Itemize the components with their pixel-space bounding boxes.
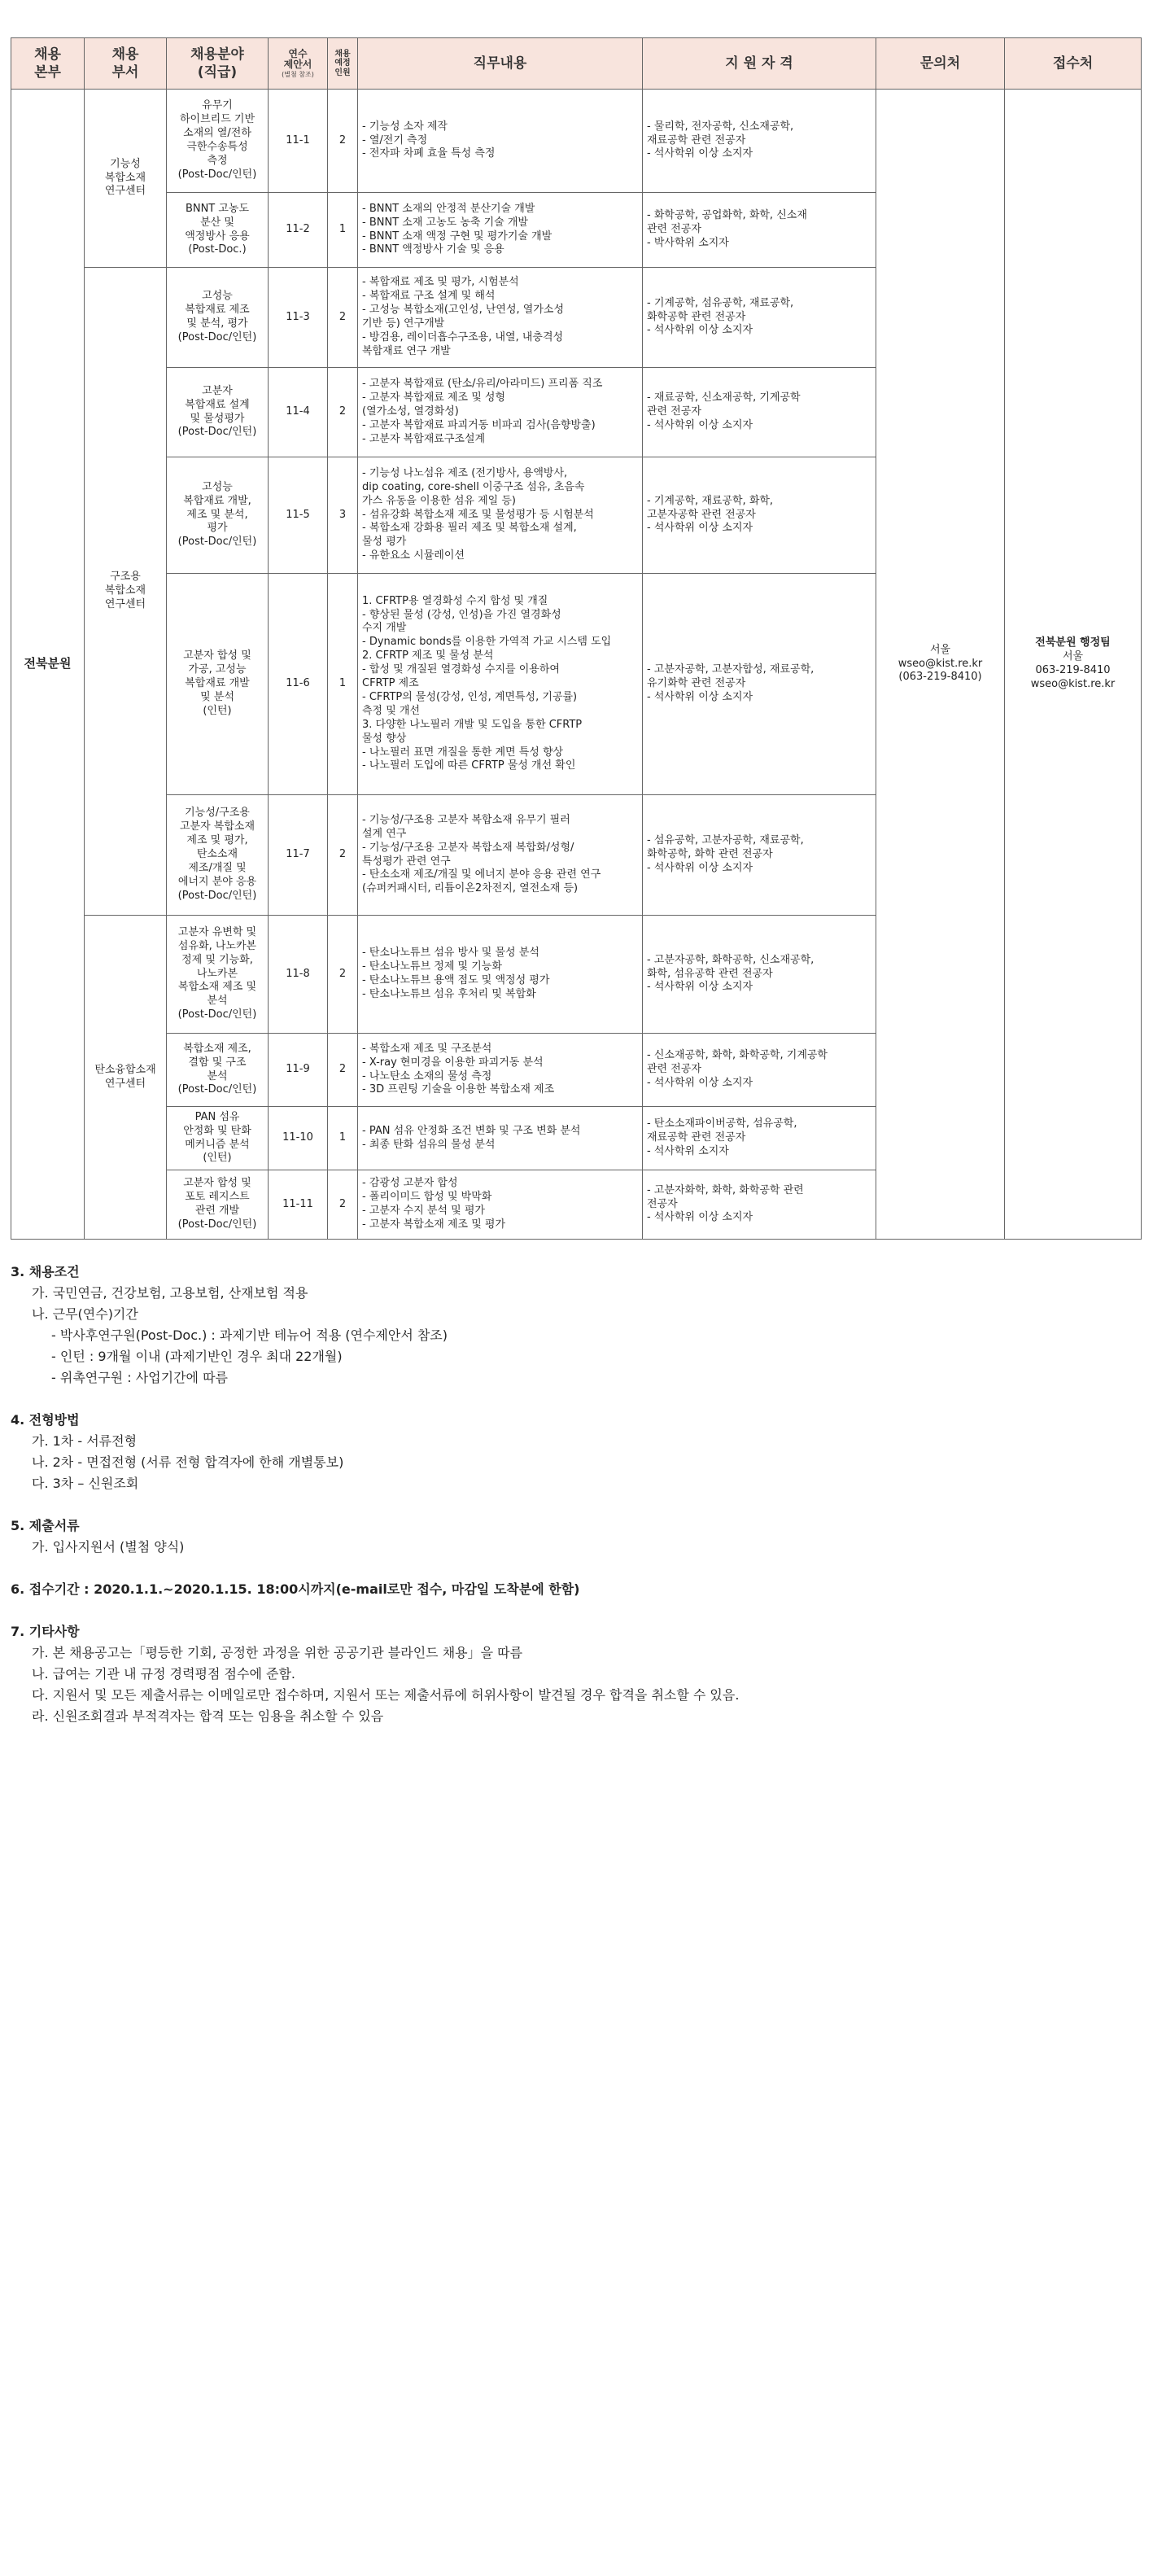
header-department: 채용 부서 xyxy=(85,38,167,90)
field-cell: 고분자 복합재료 설계 및 물성평가 (Post-Doc/인턴) xyxy=(167,368,269,457)
note-item: 나. 급여는 기관 내 규정 경력평점 점수에 준함. xyxy=(32,1666,295,1682)
header-proposal-note: (별첨 참조) xyxy=(282,71,314,79)
headcount-cell: 2 xyxy=(328,916,358,1034)
table-row xyxy=(11,90,1142,193)
note-item: 다. 3차 – 신원조회 xyxy=(32,1476,139,1491)
proposal-code: 11-11 xyxy=(269,1170,328,1240)
duties-cell: - 복합재료 제조 및 평가, 시험분석 - 복합재료 구조 설계 및 해석 - 고성능 복합소재(고인성, 난연성, 열가소성 기반 등) 연구개발 - 방검용, 레이더흡수구조용, 내열, 내충격성 복합재료 연구 개발 xyxy=(358,268,643,368)
duties-cell: 1. CFRTP용 열경화성 수지 합성 및 개질 - 향상된 물성 (강성, 인성)을 가진 열경화성 수지 개발 - Dynamic bonds를 이용한 가역적 가교 시스템 도입 2. CFRTP 제조 및 물성 분석 - 합성 및 개질된 열경화성 수지를 이용하여 CFRTP 제조 - CFRTP의 물성(강성, 인성, 계면특성, 기공률) 측정 및 개선 3. 다양한 나노필러 개발 및 도입을 통한 CFRTP 물성 향상 - 나노필러 표면 개질을 통한 계면 특성 향상 - 나노필러 도입에 따른 CFRTP 물성 개선 확인 xyxy=(358,574,643,795)
section-title: 5. 제출서류 xyxy=(11,1518,80,1533)
duties-cell: - 탄소나노튜브 섬유 방사 및 물성 분석 - 탄소나노튜브 정제 및 기능화 - 탄소나노튜브 용액 점도 및 액정성 평가 - 탄소나노튜브 섬유 후처리 및 복합화 xyxy=(358,916,643,1034)
duties-cell: - 기능성 소자 제작 - 열/전기 측정 - 전자파 차폐 효율 특성 측정 xyxy=(358,90,643,193)
qualifications-cell: - 신소재공학, 화학, 화학공학, 기계공학 관련 전공자 - 석사학위 이상 소지자 xyxy=(643,1034,876,1107)
proposal-code: 11-6 xyxy=(269,574,328,795)
header-division: 채용 본부 xyxy=(11,38,85,90)
section-conditions xyxy=(11,1262,1133,1389)
note-item: 다. 지원서 및 모든 제출서류는 이메일로만 접수하며, 지원서 또는 제출서류에 허위사항이 발견될 경우 합격을 취소할 수 있음. xyxy=(32,1687,740,1703)
qualifications-cell: - 화학공학, 공업화학, 화학, 신소재 관련 전공자 - 박사학위 소지자 xyxy=(643,193,876,268)
headcount-cell: 2 xyxy=(328,1034,358,1107)
duties-cell: - 기능성/구조용 고분자 복합소재 유무기 필러 설계 연구 - 기능성/구조용 고분자 복합소재 복합화/성형/ 특성평가 관련 연구 - 탄소소재 제조/개질 및 에너지 분야 응용 관련 연구 (슈퍼커패시터, 리튬이온2차전지, 열전소재 등) xyxy=(358,795,643,916)
duties-cell: - BNNT 소재의 안정적 분산기술 개발 - BNNT 소재 고농도 농축 기술 개발 - BNNT 소재 액정 구현 및 평가기술 개발 - BNNT 액정방사 기술 및 응용 xyxy=(358,193,643,268)
reception-title: 전북분원 행정팀 xyxy=(1035,636,1111,649)
headcount-cell: 1 xyxy=(328,1107,358,1170)
table-header-row xyxy=(11,38,1142,90)
headcount-cell: 1 xyxy=(328,193,358,268)
department-cell: 구조용 복합소재 연구센터 xyxy=(85,268,167,916)
qualifications-cell: - 고분자공학, 고분자합성, 재료공학, 유기화학 관련 전공자 - 석사학위 이상 소지자 xyxy=(643,574,876,795)
header-proposal xyxy=(269,38,328,90)
field-cell: 기능성/구조용 고분자 복합소재 제조 및 평가, 탄소소재 제조/개질 및 에너지 분야 응용 (Post-Doc/인턴) xyxy=(167,795,269,916)
field-cell: 고성능 복합재료 제조 및 분석, 평가 (Post-Doc/인턴) xyxy=(167,268,269,368)
note-item: 나. 근무(연수)기간 xyxy=(32,1306,138,1322)
header-inquiry: 문의처 xyxy=(876,38,1005,90)
headcount-cell: 2 xyxy=(328,368,358,457)
qualifications-cell: - 고분자공학, 화학공학, 신소재공학, 화학, 섬유공학 관련 전공자 - 석사학위 이상 소지자 xyxy=(643,916,876,1034)
qualifications-cell: - 재료공학, 신소재공학, 기계공학 관련 전공자 - 석사학위 이상 소지자 xyxy=(643,368,876,457)
section-documents xyxy=(11,1515,1133,1558)
header-headcount: 채용 예정 인원 xyxy=(328,38,358,90)
headcount-cell: 2 xyxy=(328,1170,358,1240)
reception-cell xyxy=(1005,90,1142,1240)
headcount-cell: 2 xyxy=(328,90,358,193)
qualifications-cell: - 기계공학, 재료공학, 화학, 고분자공학 관련 전공자 - 석사학위 이상 소지자 xyxy=(643,457,876,574)
proposal-code: 11-8 xyxy=(269,916,328,1034)
notes-section xyxy=(11,1262,1133,1748)
field-cell: 유무기 하이브리드 기반 소재의 열/전하 극한수송특성 측정 (Post-Doc/인턴) xyxy=(167,90,269,193)
headcount-cell: 2 xyxy=(328,268,358,368)
recruitment-table xyxy=(11,37,1142,1240)
duties-cell: - 기능성 나노섬유 제조 (전기방사, 용액방사, dip coating, core-shell 이중구조 섬유, 초음속 가스 유동을 이용한 섬유 제일 등) - 섬유강화 복합소재 제조 및 물성평가 등 시험분석 - 복합소재 강화용 필러 제조 및 복합소재 설계, 물성 평가 - 유한요소 시뮬레이션 xyxy=(358,457,643,574)
proposal-code: 11-7 xyxy=(269,795,328,916)
proposal-code: 11-5 xyxy=(269,457,328,574)
header-field: 채용분야 (직급) xyxy=(167,38,269,90)
proposal-code: 11-9 xyxy=(269,1034,328,1107)
header-duties: 직무내용 xyxy=(358,38,643,90)
note-item: 가. 입사지원서 (별첨 양식) xyxy=(32,1539,185,1555)
proposal-code: 11-1 xyxy=(269,90,328,193)
note-subitem: - 인턴 : 9개월 이내 (과제기반인 경우 최대 22개월) xyxy=(51,1349,343,1364)
header-reception: 접수처 xyxy=(1005,38,1142,90)
headcount-cell: 2 xyxy=(328,795,358,916)
section-title: 3. 채용조건 xyxy=(11,1264,80,1279)
proposal-code: 11-3 xyxy=(269,268,328,368)
division-cell: 전북분원 xyxy=(11,90,85,1240)
note-subitem: - 위촉연구원 : 사업기간에 따름 xyxy=(51,1370,228,1385)
department-cell: 탄소융합소재 연구센터 xyxy=(85,916,167,1240)
qualifications-cell: - 섬유공학, 고분자공학, 재료공학, 화학공학, 화학 관련 전공자 - 석사학위 이상 소지자 xyxy=(643,795,876,916)
section-period xyxy=(11,1579,1133,1600)
proposal-code: 11-2 xyxy=(269,193,328,268)
field-cell: PAN 섬유 안정화 및 탄화 메커니즘 분석 (인턴) xyxy=(167,1107,269,1170)
duties-cell: - 복합소재 제조 및 구조분석 - X-ray 현미경을 이용한 파괴거동 분석 - 나노탄소 소재의 물성 측정 - 3D 프린팅 기술을 이용한 복합소재 제조 xyxy=(358,1034,643,1107)
duties-cell: - 고분자 복합재료 (탄소/유리/아라미드) 프리폼 직조 - 고분자 복합재료 제조 및 성형 (열가소성, 열경화성) - 고분자 복합재료 파괴거동 비파괴 검사(음향방출) - 고분자 복합재료구조설계 xyxy=(358,368,643,457)
reception-detail: 서울 063-219-8410 wseo@kist.re.kr xyxy=(1030,650,1116,690)
note-item: 가. 국민연금, 건강보험, 고용보험, 산재보험 적용 xyxy=(32,1285,308,1301)
note-subitem: - 박사후연구원(Post-Doc.) : 과제기반 테뉴어 적용 (연수제안서 참조) xyxy=(51,1327,448,1343)
qualifications-cell: - 기계공학, 섬유공학, 재료공학, 화학공학 관련 전공자 - 석사학위 이상 소지자 xyxy=(643,268,876,368)
inquiry-cell: 서울 wseo@kist.re.kr (063-219-8410) xyxy=(876,90,1005,1240)
section-title: 4. 전형방법 xyxy=(11,1412,80,1428)
note-item: 나. 2차 - 면접전형 (서류 전형 합격자에 한해 개별통보) xyxy=(32,1454,344,1470)
field-cell: 고분자 합성 및 가공, 고성능 복합재료 개발 및 분석 (인턴) xyxy=(167,574,269,795)
department-cell: 기능성 복합소재 연구센터 xyxy=(85,90,167,268)
note-item: 가. 본 채용공고는「평등한 기회, 공정한 과정을 위한 공공기관 블라인드 채용」을 따름 xyxy=(32,1645,523,1660)
field-cell: 고분자 유변학 및 섬유화, 나노카본 정제 및 기능화, 나노카본 복합소재 제조 및 분석 (Post-Doc/인턴) xyxy=(167,916,269,1034)
section-title: 6. 접수기간 : 2020.1.1.~2020.1.15. 18:00시까지(e-mail로만 접수, 마감일 도착분에 한함) xyxy=(11,1581,580,1597)
note-item: 가. 1차 - 서류전형 xyxy=(32,1433,138,1449)
field-cell: 고성능 복합재료 개발, 제조 및 분석, 평가 (Post-Doc/인턴) xyxy=(167,457,269,574)
duties-cell: - PAN 섬유 안정화 조건 변화 및 구조 변화 분석 - 최종 탄화 섬유의 물성 분석 xyxy=(358,1107,643,1170)
section-other xyxy=(11,1621,1133,1727)
headcount-cell: 1 xyxy=(328,574,358,795)
duties-cell: - 감광성 고분자 합성 - 폴리이미드 합성 및 박막화 - 고분자 수지 분석 및 평가 - 고분자 복합소재 제조 및 평가 xyxy=(358,1170,643,1240)
proposal-code: 11-10 xyxy=(269,1107,328,1170)
qualifications-cell: - 탄소소재파이버공학, 섬유공학, 재료공학 관련 전공자 - 석사학위 소지자 xyxy=(643,1107,876,1170)
note-item: 라. 신원조회결과 부적격자는 합격 또는 임용을 취소할 수 있음 xyxy=(32,1708,384,1724)
headcount-cell: 3 xyxy=(328,457,358,574)
header-proposal-label: 연수 제안서 xyxy=(283,47,312,71)
qualifications-cell: - 물리학, 전자공학, 신소재공학, 재료공학 관련 전공자 - 석사학위 이상 소지자 xyxy=(643,90,876,193)
field-cell: 고분자 합성 및 포토 레지스트 관련 개발 (Post-Doc/인턴) xyxy=(167,1170,269,1240)
section-title: 7. 기타사항 xyxy=(11,1624,80,1639)
section-selection xyxy=(11,1410,1133,1494)
proposal-code: 11-4 xyxy=(269,368,328,457)
header-qualifications: 지 원 자 격 xyxy=(643,38,876,90)
field-cell: BNNT 고농도 분산 및 액정방사 응용 (Post-Doc.) xyxy=(167,193,269,268)
qualifications-cell: - 고분자화학, 화학, 화학공학 관련 전공자 - 석사학위 이상 소지자 xyxy=(643,1170,876,1240)
field-cell: 복합소재 제조, 결함 및 구조 분석 (Post-Doc/인턴) xyxy=(167,1034,269,1107)
